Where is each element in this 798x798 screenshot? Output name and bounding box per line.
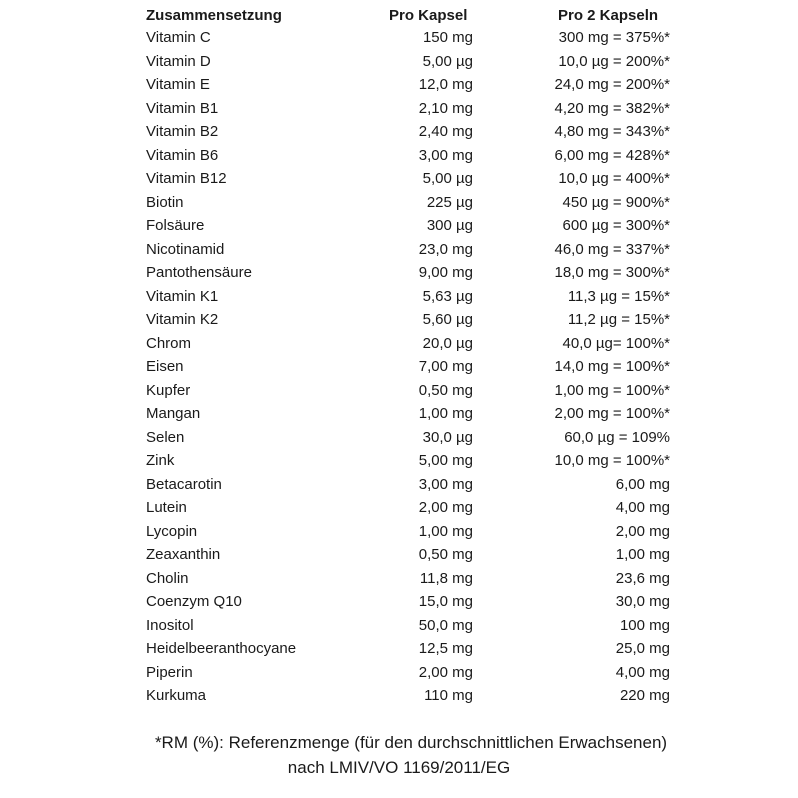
ingredient-name: Inositol: [146, 616, 194, 634]
table-row: [0, 661, 798, 685]
ingredient-name: Kurkuma: [146, 687, 207, 704]
table-row: [0, 355, 798, 379]
ingredient-name: Folsäure: [146, 217, 205, 234]
table-row: [0, 73, 798, 97]
amount-per-capsule: 20,0 µg: [422, 334, 473, 352]
table-row: [0, 332, 798, 356]
ingredient-name: Vitamin B6: [146, 146, 219, 164]
amount-per-capsule: 110 mg: [424, 687, 473, 704]
table-row: [0, 684, 798, 708]
amount-per-two-capsules: 10,0 mg = 100%*: [554, 452, 670, 469]
amount-per-capsule: 3,00 mg: [418, 475, 473, 493]
ingredient-name: Betacarotin: [146, 475, 222, 493]
ingredient-name: Vitamin C: [146, 29, 211, 46]
ingredient-name: Vitamin D: [146, 52, 211, 70]
header-composition: Zusammensetzung: [146, 7, 282, 24]
ingredient-name: Cholin: [146, 569, 189, 587]
amount-per-two-capsules: 100 mg: [619, 616, 670, 634]
table-row: [0, 614, 798, 638]
amount-per-two-capsules: 300 mg = 375%*: [558, 29, 670, 46]
amount-per-two-capsules: 600 µg = 300%*: [562, 217, 670, 234]
amount-per-capsule: 5,00 mg: [418, 452, 473, 469]
ingredient-name: Vitamin B1: [146, 99, 219, 117]
amount-per-capsule: 11,8 mg: [419, 569, 473, 587]
amount-per-capsule: 5,00 µg: [422, 170, 473, 187]
amount-per-two-capsules: 2,00 mg = 100%*: [554, 405, 670, 422]
amount-per-two-capsules: 40,0 µg= 100%*: [562, 334, 670, 352]
table-row: [0, 379, 798, 403]
amount-per-two-capsules: 60,0 µg = 109%: [564, 428, 670, 446]
table-row: [0, 50, 798, 74]
ingredient-name: Mangan: [146, 405, 201, 422]
amount-per-capsule: 300 µg: [426, 217, 473, 234]
table-row: [0, 261, 798, 285]
table-row: [0, 567, 798, 591]
table-row: [0, 637, 798, 661]
amount-per-capsule: 0,50 mg: [418, 381, 473, 399]
amount-per-capsule: 12,0 mg: [418, 76, 473, 93]
footnote-regulation: nach LMIV/VO 1169/2011/EG: [287, 758, 511, 777]
amount-per-two-capsules: 6,00 mg: [615, 475, 670, 493]
amount-per-capsule: 1,00 mg: [418, 522, 473, 540]
header-per-two-capsules: Pro 2 Kapseln: [558, 7, 659, 24]
amount-per-capsule: 9,00 mg: [418, 264, 473, 281]
table-row: [0, 426, 798, 450]
table-row: [0, 520, 798, 544]
table-row: [0, 496, 798, 520]
amount-per-two-capsules: 2,00 mg: [615, 522, 670, 540]
table-row: [0, 191, 798, 215]
header-per-capsule: Pro Kapsel: [389, 7, 468, 24]
amount-per-capsule: 30,0 µg: [422, 428, 473, 446]
ingredient-name: Vitamin K2: [146, 311, 219, 328]
ingredient-name: Nicotinamid: [146, 240, 225, 258]
table-row: [0, 144, 798, 168]
ingredient-name: Selen: [146, 428, 185, 446]
amount-per-capsule: 3,00 mg: [418, 146, 473, 164]
amount-per-two-capsules: 46,0 mg = 337%*: [554, 240, 670, 258]
amount-per-capsule: 7,00 mg: [418, 358, 473, 375]
amount-per-two-capsules: 10,0 µg = 400%*: [558, 170, 670, 187]
amount-per-capsule: 2,40 mg: [418, 123, 473, 140]
ingredient-name: Vitamin K1: [146, 287, 219, 305]
table-row: [0, 402, 798, 426]
amount-per-capsule: 5,00 µg: [422, 52, 473, 70]
amount-per-capsule: 23,0 mg: [418, 240, 473, 258]
ingredient-name: Coenzym Q10: [146, 593, 242, 610]
amount-per-capsule: 0,50 mg: [418, 546, 473, 563]
ingredient-name: Vitamin E: [146, 76, 210, 93]
ingredient-name: Pantothensäure: [146, 264, 252, 281]
ingredient-name: Eisen: [146, 358, 184, 375]
ingredient-name: Heidelbeeranthocyane: [146, 640, 297, 657]
amount-per-two-capsules: 14,0 mg = 100%*: [554, 358, 670, 375]
ingredient-name: Kupfer: [146, 381, 191, 399]
amount-per-two-capsules: 6,00 mg = 428%*: [554, 146, 670, 164]
table-row: [0, 473, 798, 497]
amount-per-capsule: 2,00 mg: [418, 663, 473, 681]
table-row: [0, 449, 798, 473]
amount-per-two-capsules: 220 mg: [619, 687, 670, 704]
table-row: [0, 167, 798, 191]
table-row: [0, 590, 798, 614]
table-row: [0, 543, 798, 567]
ingredient-name: Vitamin B2: [146, 123, 219, 140]
table-body: [0, 26, 798, 708]
amount-per-capsule: 5,60 µg: [422, 311, 473, 328]
amount-per-two-capsules: 10,0 µg = 200%*: [558, 52, 670, 70]
table-row: [0, 308, 798, 332]
ingredient-name: Lycopin: [146, 522, 198, 540]
amount-per-two-capsules: 25,0 mg: [615, 640, 670, 657]
amount-per-two-capsules: 4,00 mg: [615, 663, 670, 681]
amount-per-two-capsules: 1,00 mg = 100%*: [554, 381, 670, 399]
table-row: [0, 120, 798, 144]
footnote-reference: *RM (%): Referenzmenge (für den durchschnittlichen Erwachsenen): [154, 733, 668, 752]
table-header: [0, 4, 798, 26]
amount-per-capsule: 2,10 mg: [418, 99, 473, 117]
amount-per-two-capsules: 4,20 mg = 382%*: [554, 99, 670, 117]
ingredient-name: Lutein: [146, 499, 187, 516]
amount-per-two-capsules: 450 µg = 900%*: [562, 193, 670, 211]
amount-per-two-capsules: 18,0 mg = 300%*: [554, 264, 670, 281]
ingredient-name: Chrom: [146, 334, 192, 352]
ingredient-name: Vitamin B12: [146, 170, 227, 187]
amount-per-capsule: 2,00 mg: [418, 499, 473, 516]
amount-per-capsule: 150 mg: [422, 29, 473, 46]
table-row: [0, 97, 798, 121]
table-row: [0, 285, 798, 309]
amount-per-two-capsules: 1,00 mg: [615, 546, 670, 563]
amount-per-two-capsules: 23,6 mg: [615, 569, 670, 587]
ingredient-name: Zeaxanthin: [146, 546, 221, 563]
amount-per-capsule: 12,5 mg: [418, 640, 473, 657]
ingredient-name: Piperin: [146, 663, 193, 681]
amount-per-two-capsules: 4,00 mg: [615, 499, 670, 516]
amount-per-two-capsules: 30,0 mg: [615, 593, 670, 610]
amount-per-two-capsules: 4,80 mg = 343%*: [554, 123, 670, 140]
table-row: [0, 238, 798, 262]
amount-per-capsule: 15,0 mg: [418, 593, 473, 610]
table-row: [0, 214, 798, 238]
amount-per-capsule: 5,63 µg: [422, 287, 473, 305]
amount-per-capsule: 225 µg: [426, 193, 473, 211]
amount-per-capsule: 50,0 mg: [418, 616, 473, 634]
ingredient-name: Zink: [146, 452, 175, 469]
amount-per-two-capsules: 11,2 µg = 15%*: [567, 311, 670, 328]
amount-per-two-capsules: 24,0 mg = 200%*: [554, 76, 670, 93]
amount-per-capsule: 1,00 mg: [418, 405, 473, 422]
amount-per-two-capsules: 11,3 µg = 15%*: [567, 287, 670, 305]
ingredient-name: Biotin: [146, 193, 184, 211]
table-row: [0, 26, 798, 50]
